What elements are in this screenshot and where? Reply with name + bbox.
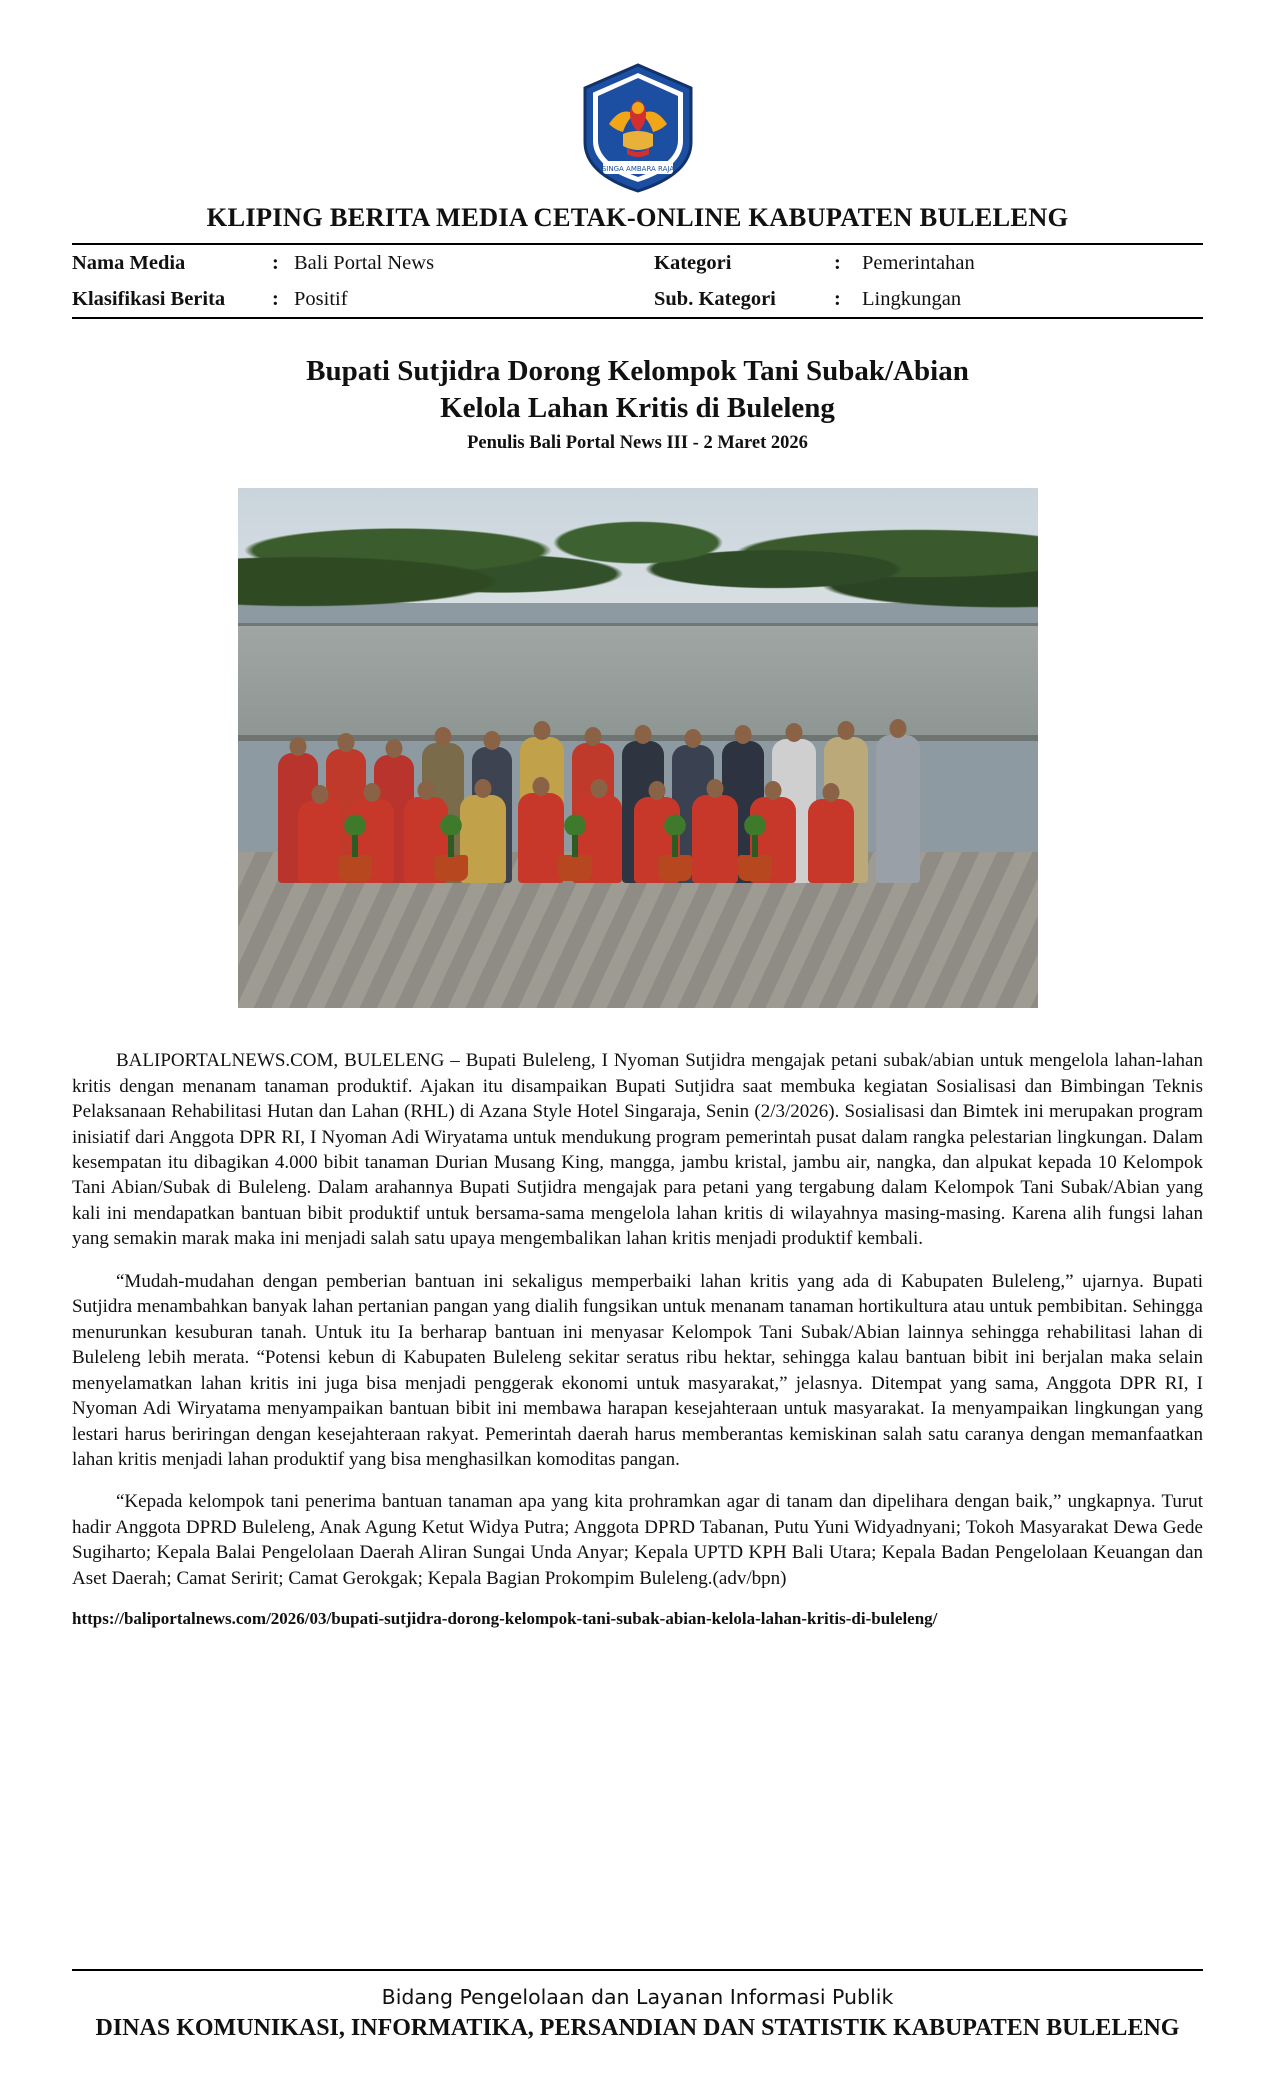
potted-plant: [738, 855, 772, 881]
buleleng-regency-emblem-icon: [579, 62, 697, 194]
colon: :: [834, 252, 841, 274]
headline-line-1: Bupati Sutjidra Dorong Kelompok Tani Subak/Abian: [306, 355, 969, 387]
colon: :: [272, 252, 279, 274]
value-kategori: Pemerintahan: [862, 252, 975, 274]
photo-trees: [238, 488, 1038, 644]
potted-plant: [558, 855, 592, 881]
footer-department-name: DINAS KOMUNIKASI, INFORMATIKA, PERSANDIAN DAN STATISTIK KABUPATEN BULELENG: [95, 2015, 1180, 2041]
document-footer: [0, 1969, 1275, 2042]
potted-plant: [658, 855, 692, 881]
metadata-table: [72, 245, 1203, 317]
article-headline: [72, 353, 1203, 427]
divider-bottom: [72, 317, 1203, 319]
source-url-link[interactable]: https://baliportalnews.com/2026/03/bupati-sutjidra-dorong-kelompok-tani-subak-abian-kelola-lahan-kritis-di-buleleng/: [72, 1609, 938, 1629]
label-klasifikasi-berita: Klasifikasi Berita: [72, 288, 226, 310]
value-nama-media: Bali Portal News: [294, 252, 435, 274]
svg-text:SINGA AMBARA RAJA: SINGA AMBARA RAJA: [601, 165, 674, 173]
label-kategori: Kategori: [654, 252, 732, 274]
article-photo: [238, 488, 1038, 1008]
article-photo-container: [72, 488, 1203, 1008]
potted-plant: [434, 855, 468, 881]
metadata-row: [72, 245, 1203, 281]
colon: :: [272, 288, 279, 310]
value-klasifikasi-berita: Positif: [294, 288, 348, 310]
paragraph-2: “Mudah-mudahan dengan pemberian bantuan ini sekaligus memperbaiki lahan kritis yang ada di Kabupaten Buleleng,” ujarnya. Bupati Sutjidra menambahkan banyak lahan pertanian pangan yang dialih fungsikan untuk menanam tanaman hortikultura atau untuk pembibitan. Sehingga menurunkan kesuburan tanah. Untuk itu Ia berharap bantuan ini menyasar Kelompok Tani Subak/Abian lainnya sehingga rehabilitasi lahan di Buleleng lebih merata. “Potensi kebun di Kabupaten Buleleng sekitar seratus ribu hektar, sehingga kalau bantuan bibit ini berjalan maka selain menyelamatkan lahan kritis ini juga bisa menjadi penggerak ekonomi untuk masyarakat,” jelasnya. Ditempat yang sama, Anggota DPR RI, I Nyoman Adi Wiryatama menyampaikan bantuan bibit ini membawa harapan kesejahteraan untuk masyarakat. Ia menyampaikan lingkungan yang lestari harus beriringan dengan kesejahteraan rakyat. Pemerintah daerah harus memberantas kemiskinan salah satu caranya dengan memanfaatkan lahan kritis menjadi lahan produktif yang bisa menghasilkan komoditas pangan.: [72, 1270, 1203, 1471]
article-byline: Penulis Bali Portal News III - 2 Maret 2026: [467, 433, 808, 454]
paragraph-1: BALIPORTALNEWS.COM, BULELENG – Bupati Buleleng, I Nyoman Sutjidra mengajak petani subak/abian untuk mengelola lahan-lahan kritis dengan menanam tanaman produktif. Ajakan itu disampaikan Bupati Sutjidra saat membuka kegiatan Sosialisasi dan Bimbingan Teknis Pelaksanaan Rehabilitasi Hutan dan Lahan (RHL) di Azana Style Hotel Singaraja, Senin (2/3/2026). Sosialisasi dan Bimtek ini merupakan program inisiatif dari Anggota DPR RI, I Nyoman Adi Wiryatama untuk mendukung program pemerintah pusat dalam rangka pelestarian lingkungan. Dalam kesempatan itu dibagikan 4.000 bibit tanaman Durian Musang King, mangga, jambu kristal, jambu air, nangka, dan alpukat kepada 10 Kelompok Tani Abian/Subak di Buleleng. Dalam arahannya Bupati Sutjidra mengajak para petani yang tergabung dalam Kelompok Tani Subak/Abian yang kali ini mendapatkan bantuan bibit produktif untuk bersama-sama mengelola lahan kritis di wilayahnya masing-masing. Karena alih fungsi lahan yang semakin marak maka ini menjadi salah satu upaya mengembalikan lahan kritis menjadi produktif kembali.: [72, 1050, 1203, 1250]
potted-plant: [338, 855, 372, 881]
metadata-row: [72, 281, 1203, 317]
photo-group-of-people: [238, 675, 1038, 883]
value-sub-kategori: Lingkungan: [862, 288, 962, 310]
paragraph-3: “Kepada kelompok tani penerima bantuan tanaman apa yang kita prohramkan agar di tanam dan dipelihara dengan baik,” ungkapnya. Turut hadir Anggota DPRD Buleleng, Anak Agung Ketut Widya Putra; Anggota DPRD Tabanan, Putu Yuni Widyadnyani; Tokoh Masyarakat Dewa Gede Sugiharto; Kepala Balai Pengelolaan Daerah Aliran Sungai Unda Anyar; Kepala UPTD KPH Bali Utara; Kepala Badan Pengelolaan Keuangan dan Aset Daerah; Camat Seririt; Camat Gerokgak; Kepala Bagian Prokompim Buleleng.(adv/bpn): [72, 1491, 1203, 1589]
footer-divider: [72, 1969, 1203, 1971]
label-nama-media: Nama Media: [72, 252, 186, 274]
article-body: [72, 1048, 1203, 1631]
footer-department-unit: Bidang Pengelolaan dan Layanan Informasi Publik: [381, 1985, 894, 2009]
headline-line-2: Kelola Lahan Kritis di Buleleng: [440, 392, 835, 425]
label-sub-kategori: Sub. Kategori: [654, 288, 776, 310]
document-title: KLIPING BERITA MEDIA CETAK-ONLINE KABUPATEN BULELENG: [206, 202, 1069, 232]
colon: :: [834, 288, 841, 310]
emblem-container: [72, 62, 1203, 194]
